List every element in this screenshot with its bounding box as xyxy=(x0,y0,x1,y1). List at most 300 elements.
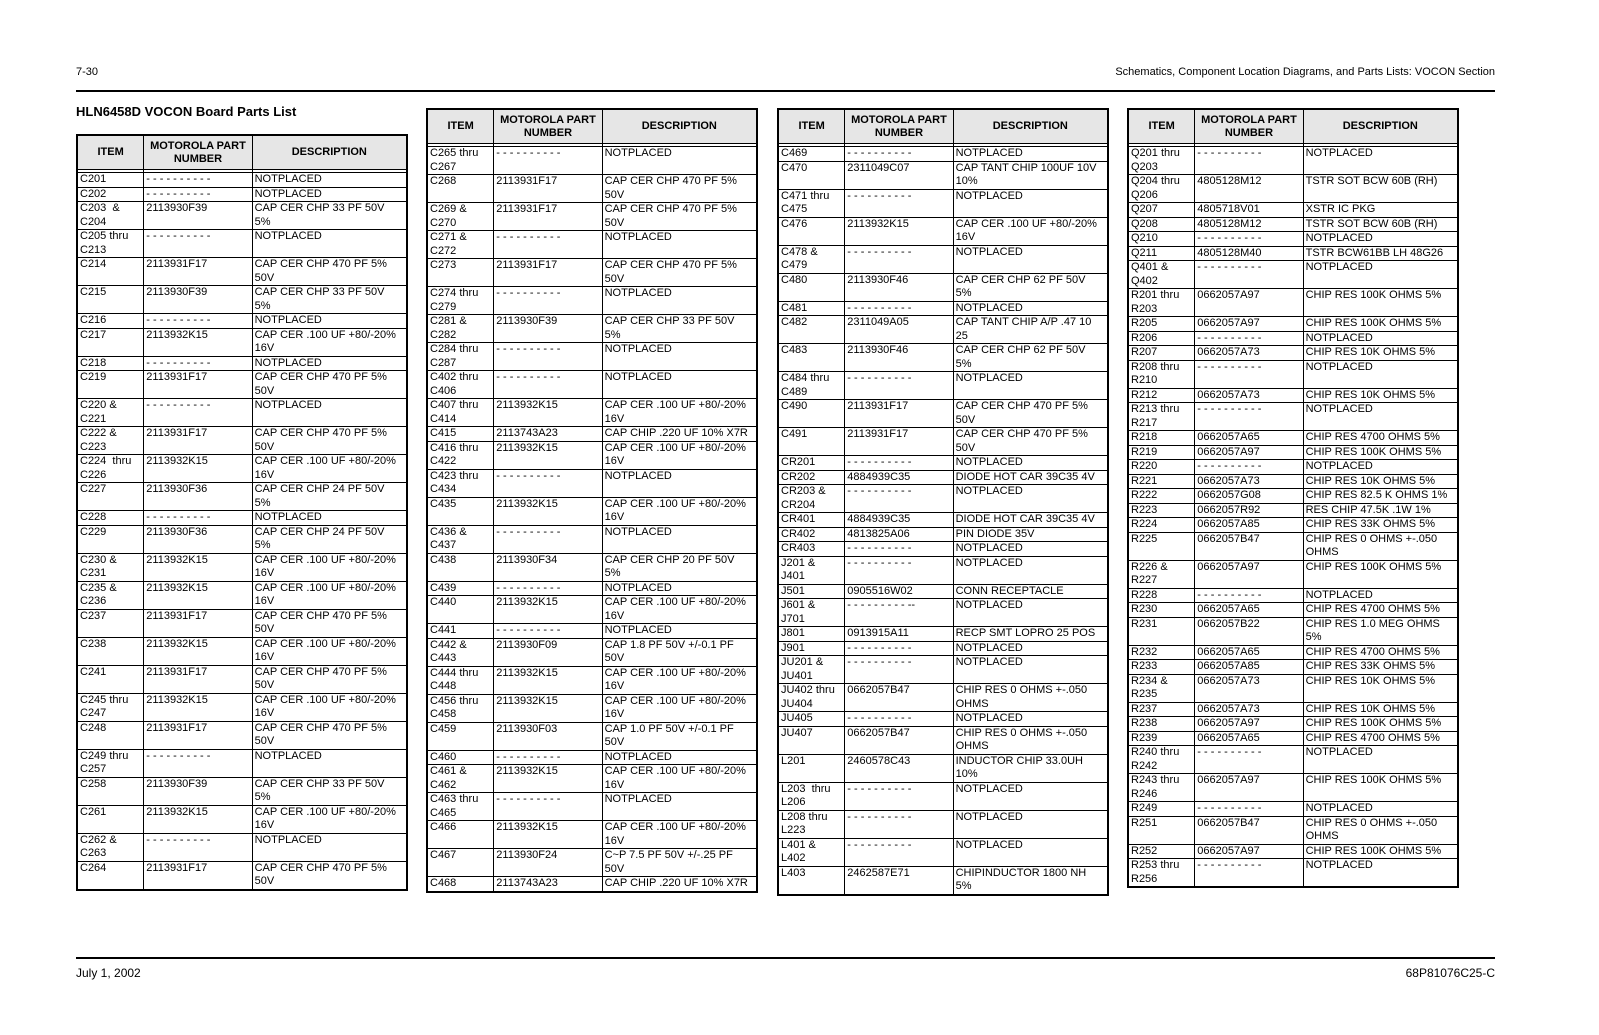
part-number-cell: 4884939C35 xyxy=(845,513,953,528)
part-number-cell: - - - - - - - - - - xyxy=(144,399,252,427)
part-number-cell: - - - - - - - - - - xyxy=(845,838,953,866)
description-cell: TSTR SOT BCW 60B (RH) xyxy=(1303,217,1458,232)
part-number-cell: 2113931F17 xyxy=(845,400,953,428)
table-row xyxy=(778,838,1108,866)
description-cell: CAP CER .100 UF +80/-20% 16V xyxy=(602,441,757,469)
item-cell: C215 xyxy=(77,286,144,314)
item-cell: C214 xyxy=(77,258,144,286)
item-cell: C224 thru C226 xyxy=(77,455,144,483)
table-row xyxy=(778,599,1108,627)
table-row xyxy=(77,749,407,777)
part-number-cell: 2113932K15 xyxy=(144,637,252,665)
description-cell: CAP CER CHP 62 PF 50V 5% xyxy=(953,273,1108,301)
item-cell: C230 & C231 xyxy=(77,553,144,581)
description-cell: CAP CHIP .220 UF 10% X7R xyxy=(602,877,757,892)
item-cell: C220 & C221 xyxy=(77,399,144,427)
table-row xyxy=(427,624,757,639)
part-number-cell: 0913915A11 xyxy=(845,627,953,642)
description-cell: NOTPLACED xyxy=(953,147,1108,162)
table-row xyxy=(427,553,757,581)
description-cell: NOTPLACED xyxy=(602,469,757,497)
item-cell: R208 thru R210 xyxy=(1128,360,1195,388)
item-cell: J601 & J701 xyxy=(778,599,845,627)
part-number-cell: - - - - - - - - - - xyxy=(1195,232,1303,247)
part-number-cell: 2113931F17 xyxy=(494,259,602,287)
item-cell: C490 xyxy=(778,400,845,428)
description-cell: CAP CER CHP 470 PF 5% 50V xyxy=(602,259,757,287)
table-row xyxy=(1128,802,1458,817)
item-cell: Q207 xyxy=(1128,203,1195,218)
table-row xyxy=(77,805,407,833)
part-number-cell: 0662057A85 xyxy=(1195,518,1303,533)
part-number-cell: 2113930F36 xyxy=(144,525,252,553)
table-row xyxy=(1128,503,1458,518)
part-number-cell: 0662057A97 xyxy=(1195,445,1303,460)
section-title: Schematics, Component Location Diagrams, and Parts Lists: VOCON Section xyxy=(1115,66,1495,78)
item-cell: R225 xyxy=(1128,532,1195,560)
part-number-cell: - - - - - - - - - - xyxy=(144,749,252,777)
part-number-cell: 2113932K15 xyxy=(144,581,252,609)
description-cell: CHIP RES 100K OHMS 5% xyxy=(1303,560,1458,588)
description-cell: NOTPLACED xyxy=(1303,147,1458,175)
description-cell: CHIP RES 10K OHMS 5% xyxy=(1303,702,1458,717)
part-number-cell: 0662057A97 xyxy=(1195,317,1303,332)
description-cell: NOTPLACED xyxy=(953,456,1108,471)
item-cell: C460 xyxy=(427,750,494,765)
table-row xyxy=(778,400,1108,428)
table-row xyxy=(77,553,407,581)
part-number-cell: - - - - - - - - - - xyxy=(494,343,602,371)
item-cell: CR402 xyxy=(778,527,845,542)
part-number-cell: - - - - - - - - - - xyxy=(1195,403,1303,431)
item-cell: R220 xyxy=(1128,460,1195,475)
item-cell: C442 & C443 xyxy=(427,638,494,666)
table-row xyxy=(778,273,1108,301)
table-row xyxy=(778,627,1108,642)
header-part-number: MOTOROLA PART NUMBER xyxy=(845,109,953,144)
description-cell: NOTPLACED xyxy=(252,187,407,202)
item-cell: L208 thru L223 xyxy=(778,810,845,838)
item-cell: C471 thru C475 xyxy=(778,189,845,217)
description-cell: CAP CER .100 UF +80/-20% 16V xyxy=(602,765,757,793)
description-cell: NOTPLACED xyxy=(953,599,1108,627)
table-row xyxy=(427,175,757,203)
table-row xyxy=(1128,460,1458,475)
table-row xyxy=(778,542,1108,557)
description-cell: CAP CER CHP 470 PF 5% 50V xyxy=(953,400,1108,428)
item-cell: C483 xyxy=(778,344,845,372)
description-cell: NOTPLACED xyxy=(1303,460,1458,475)
table-row xyxy=(1128,702,1458,717)
part-number-cell: - - - - - - - - - - xyxy=(1195,460,1303,475)
description-cell: NOTPLACED xyxy=(252,173,407,188)
part-number-cell: 2113931F17 xyxy=(144,371,252,399)
item-cell: R252 xyxy=(1128,844,1195,859)
description-cell: NOTPLACED xyxy=(953,782,1108,810)
parts-table-column-4 xyxy=(1127,108,1459,888)
item-cell: R224 xyxy=(1128,518,1195,533)
item-cell: C415 xyxy=(427,427,494,442)
part-number-cell: 0662057G08 xyxy=(1195,489,1303,504)
part-number-cell: - - - - - - - - - - xyxy=(845,147,953,162)
item-cell: JU405 xyxy=(778,712,845,727)
item-cell: R239 xyxy=(1128,731,1195,746)
table-row xyxy=(427,497,757,525)
item-cell: C228 xyxy=(77,511,144,526)
description-cell: CAP CER CHP 470 PF 5% 50V xyxy=(252,371,407,399)
description-cell: CAP CER CHP 470 PF 5% 50V xyxy=(252,609,407,637)
table-row xyxy=(427,441,757,469)
part-number-cell: 0662057B47 xyxy=(1195,816,1303,844)
description-cell: NOTPLACED xyxy=(252,356,407,371)
part-number-cell: 2113930F34 xyxy=(494,553,602,581)
table-row xyxy=(1128,844,1458,859)
description-cell: NOTPLACED xyxy=(602,287,757,315)
table-row xyxy=(427,849,757,877)
description-cell: CAP TANT CHIP 100UF 10V 10% xyxy=(953,161,1108,189)
header-part-number: MOTOROLA PART NUMBER xyxy=(1195,109,1303,144)
table-row xyxy=(1128,603,1458,618)
description-cell: CHIP RES 4700 OHMS 5% xyxy=(1303,645,1458,660)
description-cell: NOTPLACED xyxy=(953,301,1108,316)
description-cell: CAP CER .100 UF +80/-20% 16V xyxy=(252,581,407,609)
description-cell: CHIP RES 100K OHMS 5% xyxy=(1303,774,1458,802)
item-cell: J201 & J401 xyxy=(778,556,845,584)
item-cell: C261 xyxy=(77,805,144,833)
description-cell: CAP CER CHP 470 PF 5% 50V xyxy=(252,258,407,286)
description-cell: CHIP RES 1.0 MEG OHMS 5% xyxy=(1303,617,1458,645)
part-number-cell: - - - - - - - - - - xyxy=(494,750,602,765)
description-cell: CAP CER .100 UF +80/-20% 16V xyxy=(602,596,757,624)
table-row xyxy=(778,217,1108,245)
description-cell: DIODE HOT CAR 39C35 4V xyxy=(953,513,1108,528)
parts-list-title: HLN6458D VOCON Board Parts List xyxy=(76,104,297,119)
part-number-cell: 0905516W02 xyxy=(845,584,953,599)
item-cell: C271 & C272 xyxy=(427,231,494,259)
table-row xyxy=(1128,617,1458,645)
item-cell: R226 & R227 xyxy=(1128,560,1195,588)
item-cell: C463 thru C465 xyxy=(427,793,494,821)
part-number-cell: 2113931F17 xyxy=(845,428,953,456)
part-number-cell: - - - - - - - - - - xyxy=(494,525,602,553)
item-cell: R223 xyxy=(1128,503,1195,518)
description-cell: TSTR SOT BCW 60B (RH) xyxy=(1303,175,1458,203)
table-row xyxy=(1128,489,1458,504)
table-row xyxy=(1128,532,1458,560)
description-cell: CAP 1.0 PF 50V +/-0.1 PF 50V xyxy=(602,722,757,750)
description-cell: NOTPLACED xyxy=(953,810,1108,838)
item-cell: JU402 thru JU404 xyxy=(778,684,845,712)
parts-table xyxy=(76,134,408,891)
description-cell: CHIP RES 100K OHMS 5% xyxy=(1303,717,1458,732)
table-row xyxy=(778,712,1108,727)
description-cell: NOTPLACED xyxy=(953,245,1108,273)
description-cell: NOTPLACED xyxy=(602,750,757,765)
description-cell: DIODE HOT CAR 39C35 4V xyxy=(953,470,1108,485)
table-row xyxy=(778,513,1108,528)
description-cell: CAP CER CHP 62 PF 50V 5% xyxy=(953,344,1108,372)
item-cell: R243 thru R246 xyxy=(1128,774,1195,802)
table-row xyxy=(778,782,1108,810)
description-cell: NOTPLACED xyxy=(252,230,407,258)
item-cell: R251 xyxy=(1128,816,1195,844)
item-cell: C237 xyxy=(77,609,144,637)
description-cell: CAP TANT CHIP A/P .47 10 25 xyxy=(953,316,1108,344)
table-row xyxy=(77,356,407,371)
item-cell: C216 xyxy=(77,314,144,329)
description-cell: NOTPLACED xyxy=(602,793,757,821)
table-row xyxy=(1128,717,1458,732)
description-cell: CAP CER CHP 470 PF 5% 50V xyxy=(252,861,407,890)
table-row xyxy=(427,638,757,666)
part-number-cell: 2113743A23 xyxy=(494,427,602,442)
table-row xyxy=(427,525,757,553)
table-row xyxy=(778,556,1108,584)
item-cell: C469 xyxy=(778,147,845,162)
item-cell: Q201 thru Q203 xyxy=(1128,147,1195,175)
part-number-cell: 0662057A97 xyxy=(1195,717,1303,732)
description-cell: NOTPLACED xyxy=(953,542,1108,557)
part-number-cell: 0662057A97 xyxy=(1195,774,1303,802)
description-cell: CHIP RES 4700 OHMS 5% xyxy=(1303,603,1458,618)
part-number-cell: 2113931F17 xyxy=(144,721,252,749)
table-row xyxy=(427,315,757,343)
part-number-cell: 0662057B22 xyxy=(1195,617,1303,645)
table-row xyxy=(427,821,757,849)
table-row xyxy=(1128,246,1458,261)
table-row xyxy=(1128,261,1458,289)
part-number-cell: 2113932K15 xyxy=(494,694,602,722)
item-cell: C203 & C204 xyxy=(77,202,144,230)
part-number-cell: 2113930F39 xyxy=(144,777,252,805)
item-cell: C273 xyxy=(427,259,494,287)
part-number-cell: 0662057A65 xyxy=(1195,731,1303,746)
item-cell: Q210 xyxy=(1128,232,1195,247)
description-cell: CAP CER .100 UF +80/-20% 16V xyxy=(602,497,757,525)
description-cell: PIN DIODE 35V xyxy=(953,527,1108,542)
description-cell: CAP CER .100 UF +80/-20% 16V xyxy=(252,328,407,356)
parts-table-column-2 xyxy=(426,108,758,893)
table-row xyxy=(427,469,757,497)
table-row xyxy=(1128,203,1458,218)
part-number-cell: - - - - - - - - - - xyxy=(494,793,602,821)
description-cell: CONN RECEPTACLE xyxy=(953,584,1108,599)
item-cell: C402 thru C406 xyxy=(427,371,494,399)
item-cell: C227 xyxy=(77,483,144,511)
table-row xyxy=(1128,403,1458,431)
item-cell: JU201 & JU401 xyxy=(778,656,845,684)
part-number-cell: - - - - - - - - - - xyxy=(845,542,953,557)
item-cell: C466 xyxy=(427,821,494,849)
description-cell: CAP CER CHP 33 PF 50V 5% xyxy=(602,315,757,343)
item-cell: C476 xyxy=(778,217,845,245)
table-row xyxy=(427,343,757,371)
table-row xyxy=(1128,731,1458,746)
item-cell: C245 thru C247 xyxy=(77,693,144,721)
table-row xyxy=(1128,746,1458,774)
item-cell: R218 xyxy=(1128,431,1195,446)
description-cell: NOTPLACED xyxy=(602,581,757,596)
description-cell: CAP CER .100 UF +80/-20% 16V xyxy=(602,399,757,427)
item-cell: C201 xyxy=(77,173,144,188)
part-number-cell: - - - - - - - - - - xyxy=(845,641,953,656)
part-number-cell: 0662057A73 xyxy=(1195,702,1303,717)
item-cell: C249 thru C257 xyxy=(77,749,144,777)
part-number-cell: 2113932K15 xyxy=(494,765,602,793)
table-row xyxy=(778,456,1108,471)
part-number-cell: 0662057A65 xyxy=(1195,431,1303,446)
part-number-cell: 2460578C43 xyxy=(845,754,953,782)
part-number-cell: - - - - - - - - - - xyxy=(1195,859,1303,888)
description-cell: CHIP RES 10K OHMS 5% xyxy=(1303,674,1458,702)
item-cell: C219 xyxy=(77,371,144,399)
part-number-cell: - - - - - - - - - - xyxy=(845,712,953,727)
item-cell: C481 xyxy=(778,301,845,316)
description-cell: CAP CER CHP 20 PF 50V 5% xyxy=(602,553,757,581)
part-number-cell: 0662057A97 xyxy=(1195,844,1303,859)
table-row xyxy=(427,765,757,793)
description-cell: CAP CER .100 UF +80/-20% 16V xyxy=(252,637,407,665)
description-cell: NOTPLACED xyxy=(602,624,757,639)
part-number-cell: - - - - - - - - - - xyxy=(845,656,953,684)
description-cell: NOTPLACED xyxy=(252,833,407,861)
table-row xyxy=(77,258,407,286)
part-number-cell: - - - - - - - - - - xyxy=(1195,360,1303,388)
part-number-cell: - - - - - - - - - - xyxy=(144,173,252,188)
part-number-cell: - - - - - - - - - - xyxy=(1195,147,1303,175)
part-number-cell: - - - - - - - - - - xyxy=(845,810,953,838)
description-cell: NOTPLACED xyxy=(953,189,1108,217)
description-cell: CHIPINDUCTOR 1800 NH 5% xyxy=(953,866,1108,895)
parts-table xyxy=(777,108,1109,896)
description-cell: NOTPLACED xyxy=(252,399,407,427)
description-cell: CAP CER .100 UF +80/-20% 16V xyxy=(252,805,407,833)
part-number-cell: 2113932K15 xyxy=(494,441,602,469)
part-number-cell: 0662057A97 xyxy=(1195,289,1303,317)
item-cell: C438 xyxy=(427,553,494,581)
item-cell: C238 xyxy=(77,637,144,665)
part-number-cell: 4805128M12 xyxy=(1195,175,1303,203)
part-number-cell: - - - - - - - - - - xyxy=(1195,331,1303,346)
table-row xyxy=(427,666,757,694)
part-number-cell: 2113930F03 xyxy=(494,722,602,750)
part-number-cell: 2113930F39 xyxy=(494,315,602,343)
part-number-cell: 4805128M40 xyxy=(1195,246,1303,261)
part-number-cell: - - - - - - - - - - xyxy=(494,231,602,259)
part-number-cell: 2113930F46 xyxy=(845,273,953,301)
part-number-cell: - - - - - - - - - - xyxy=(494,147,602,175)
part-number-cell: 2113932K15 xyxy=(494,399,602,427)
item-cell: C284 thru C287 xyxy=(427,343,494,371)
description-cell: NOTPLACED xyxy=(602,525,757,553)
part-number-cell: 4813825A06 xyxy=(845,527,953,542)
table-row xyxy=(1128,431,1458,446)
table-row xyxy=(1128,518,1458,533)
description-cell: INDUCTOR CHIP 33.0UH 10% xyxy=(953,754,1108,782)
part-number-cell: 4884939C35 xyxy=(845,470,953,485)
table-row xyxy=(427,399,757,427)
description-cell: CHIP RES 0 OHMS +-.050 OHMS xyxy=(953,684,1108,712)
table-row xyxy=(778,656,1108,684)
table-row xyxy=(77,777,407,805)
table-row xyxy=(778,584,1108,599)
item-cell: C436 & C437 xyxy=(427,525,494,553)
item-cell: C265 thru C267 xyxy=(427,147,494,175)
table-row xyxy=(77,371,407,399)
item-cell: JU407 xyxy=(778,726,845,754)
item-cell: R213 thru R217 xyxy=(1128,403,1195,431)
part-number-cell: 2311049A05 xyxy=(845,316,953,344)
table-row xyxy=(778,726,1108,754)
item-cell: C258 xyxy=(77,777,144,805)
table-row xyxy=(77,721,407,749)
description-cell: RECP SMT LOPRO 25 POS xyxy=(953,627,1108,642)
item-cell: R230 xyxy=(1128,603,1195,618)
part-number-cell: 2113931F17 xyxy=(144,258,252,286)
parts-table-column-3 xyxy=(777,108,1109,896)
part-number-cell: - - - - - - - - - - xyxy=(494,371,602,399)
table-row xyxy=(427,581,757,596)
item-cell: C205 thru C213 xyxy=(77,230,144,258)
item-cell: C281 & C282 xyxy=(427,315,494,343)
table-row xyxy=(77,609,407,637)
table-row xyxy=(1128,147,1458,175)
item-cell: C461 & C462 xyxy=(427,765,494,793)
description-cell: NOTPLACED xyxy=(252,314,407,329)
header-part-number: MOTOROLA PART NUMBER xyxy=(494,109,602,144)
part-number-cell: - - - - - - - - - - xyxy=(845,456,953,471)
description-cell: CAP CER CHP 24 PF 50V 5% xyxy=(252,483,407,511)
table-row xyxy=(1128,175,1458,203)
part-number-cell: 2462587E71 xyxy=(845,866,953,895)
part-number-cell: 0662057A65 xyxy=(1195,645,1303,660)
table-row xyxy=(1128,560,1458,588)
part-number-cell: - - - - - - - - - - xyxy=(144,230,252,258)
item-cell: R222 xyxy=(1128,489,1195,504)
part-number-cell: - - - - - - - - - - xyxy=(144,187,252,202)
description-cell: CHIP RES 4700 OHMS 5% xyxy=(1303,431,1458,446)
description-cell: CHIP RES 10K OHMS 5% xyxy=(1303,388,1458,403)
table-row xyxy=(778,866,1108,895)
description-cell: NOTPLACED xyxy=(1303,802,1458,817)
page-number: 7-30 xyxy=(76,66,99,78)
table-row xyxy=(1128,388,1458,403)
part-number-cell: - - - - - - - - - - xyxy=(845,372,953,400)
part-number-cell: 2113932K15 xyxy=(144,693,252,721)
item-cell: C439 xyxy=(427,581,494,596)
item-cell: R219 xyxy=(1128,445,1195,460)
item-cell: C264 xyxy=(77,861,144,890)
item-cell: R233 xyxy=(1128,660,1195,675)
part-number-cell: 0662057A85 xyxy=(1195,660,1303,675)
part-number-cell: - - - - - - - - - - xyxy=(845,485,953,513)
part-number-cell: - - - - - - - - - - xyxy=(144,314,252,329)
description-cell: CHIP RES 0 OHMS +-.050 OHMS xyxy=(1303,816,1458,844)
description-cell: CAP CHIP .220 UF 10% X7R xyxy=(602,427,757,442)
part-number-cell: - - - - - - - - - -- xyxy=(845,599,953,627)
item-cell: C480 xyxy=(778,273,845,301)
table-row xyxy=(1128,331,1458,346)
part-number-cell: 2113932K15 xyxy=(494,596,602,624)
header-item: ITEM xyxy=(1128,109,1195,144)
description-cell: CHIP RES 10K OHMS 5% xyxy=(1303,346,1458,361)
part-number-cell: 2113932K15 xyxy=(494,666,602,694)
table-row xyxy=(778,527,1108,542)
part-number-cell: 0662057R92 xyxy=(1195,503,1303,518)
part-number-cell: - - - - - - - - - - xyxy=(1195,588,1303,603)
header-part-number: MOTOROLA PART NUMBER xyxy=(144,135,252,170)
item-cell: C229 xyxy=(77,525,144,553)
